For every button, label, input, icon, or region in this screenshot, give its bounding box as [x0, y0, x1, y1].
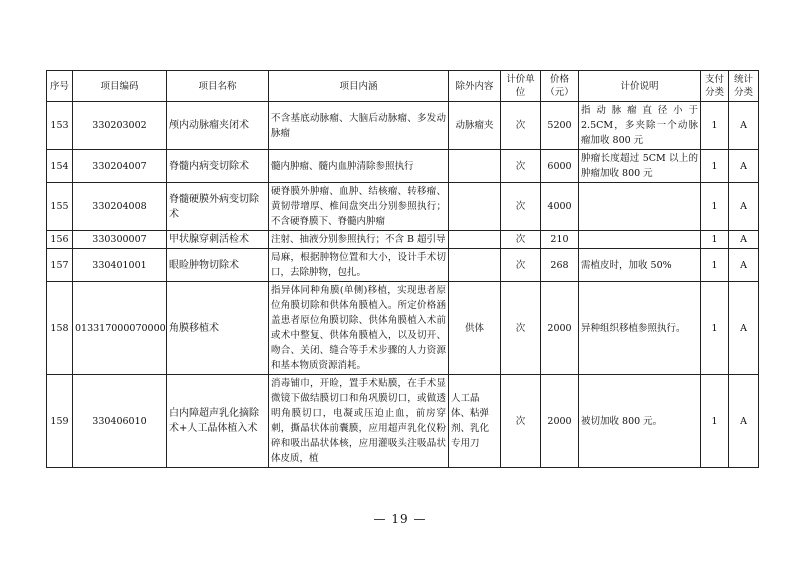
row-name: 眼睑肿物切除术 [167, 249, 269, 282]
row-pay-class: 1 [701, 150, 729, 183]
row-pay-class: 1 [701, 183, 729, 231]
row-seq: 155 [47, 183, 73, 231]
row-unit: 次 [501, 282, 541, 375]
table-row [47, 183, 759, 231]
row-pay-class: 1 [701, 282, 729, 375]
header-excluded: 除外内容 [449, 71, 501, 102]
row-seq: 154 [47, 150, 73, 183]
row-excluded: 供体 [449, 282, 501, 375]
row-stat-class: A [729, 282, 759, 375]
row-pay-class: 1 [701, 249, 729, 282]
row-name: 甲状腺穿刺活检术 [167, 231, 269, 249]
row-price: 4000 [541, 183, 579, 231]
row-stat-class: A [729, 231, 759, 249]
row-stat-class: A [729, 183, 759, 231]
table-row [47, 282, 759, 375]
row-name: 颅内动脉瘤夹闭术 [167, 102, 269, 150]
header-seq: 序号 [47, 71, 73, 102]
header-note: 计价说明 [579, 71, 701, 102]
row-seq: 157 [47, 249, 73, 282]
row-name: 脊髓内病变切除术 [167, 150, 269, 183]
row-price: 210 [541, 231, 579, 249]
row-unit: 次 [501, 102, 541, 150]
row-pay-class: 1 [701, 231, 729, 249]
row-excluded [449, 150, 501, 183]
table-header-row [47, 71, 759, 102]
row-content: 硬脊膜外肿瘤、血肿、结核瘤、转移瘤、黄韧带增厚、椎间盘突出分别参照执行；不含硬脊膜下、脊髓内肿瘤 [269, 183, 449, 231]
header-pay-class: 支付分类 [701, 71, 729, 102]
row-price: 268 [541, 249, 579, 282]
row-excluded [449, 231, 501, 249]
row-unit: 次 [501, 183, 541, 231]
row-stat-class: A [729, 249, 759, 282]
row-unit: 次 [501, 231, 541, 249]
row-content: 注射、抽液分别参照执行；不含 B 超引导 [269, 231, 449, 249]
table-row [47, 150, 759, 183]
row-seq: 159 [47, 375, 73, 468]
row-stat-class: A [729, 150, 759, 183]
row-content: 指异体同种角膜(单侧)移植，实现患者原位角膜切除和供体角膜植入。所定价格涵盖患者原位角膜切除、供体角膜植入术前或术中整复、供体角膜植入，以及切开、吻合、关闭、缝合等手术步骤的人力资源和基本物质资源消耗。 [269, 282, 449, 375]
header-content: 项目内涵 [269, 71, 449, 102]
row-code: 330203002 [73, 102, 167, 150]
row-note [579, 231, 701, 249]
row-price: 2000 [541, 375, 579, 468]
row-pay-class: 1 [701, 102, 729, 150]
fee-schedule-table [46, 70, 759, 468]
header-name: 项目名称 [167, 71, 269, 102]
row-code: 330204007 [73, 150, 167, 183]
row-excluded: 人工晶体、粘弹剂、乳化专用刀 [449, 375, 501, 468]
row-code: 330406010 [73, 375, 167, 468]
row-code: 330401001 [73, 249, 167, 282]
row-unit: 次 [501, 375, 541, 468]
row-excluded [449, 183, 501, 231]
row-price: 2000 [541, 282, 579, 375]
row-content: 消毒铺巾，开睑，置手术贴膜，在手术显微镜下做结膜切口和角巩膜切口，或做透明角膜切口，电凝或压迫止血，前房穿刺，撕晶状体前囊膜，应用超声乳化仪粉碎和吸出晶状体核，应用灌吸头注吸晶状体皮质，植 [269, 375, 449, 468]
row-code: 330300007 [73, 231, 167, 249]
header-code: 项目编码 [73, 71, 167, 102]
table-row [47, 102, 759, 150]
row-note: 指动脉瘤直径小于2.5CM，多夹除一个动脉瘤加收 800 元 [579, 102, 701, 150]
row-stat-class: A [729, 375, 759, 468]
row-name: 角膜移植术 [167, 282, 269, 375]
row-note: 异种组织移植参照执行。 [579, 282, 701, 375]
header-price: 价格（元） [541, 71, 579, 102]
row-excluded [449, 249, 501, 282]
row-seq: 156 [47, 231, 73, 249]
header-unit: 计价单位 [501, 71, 541, 102]
row-note: 被切加收 800 元。 [579, 375, 701, 468]
row-pay-class: 1 [701, 375, 729, 468]
row-seq: 158 [47, 282, 73, 375]
row-content: 不含基底动脉瘤、大脑后动脉瘤、多发动脉瘤 [269, 102, 449, 150]
row-seq: 153 [47, 102, 73, 150]
row-note: 肿瘤长度超过 5CM 以上的肿瘤加收 800 元 [579, 150, 701, 183]
row-price: 6000 [541, 150, 579, 183]
row-content: 髓内肿瘤、髓内血肿清除参照执行 [269, 150, 449, 183]
row-note [579, 183, 701, 231]
table-row [47, 375, 759, 468]
table-row [47, 231, 759, 249]
row-excluded: 动脉瘤夹 [449, 102, 501, 150]
row-unit: 次 [501, 249, 541, 282]
table-row [47, 249, 759, 282]
page-number: — 19 — [373, 512, 427, 526]
header-stat-class: 统计分类 [729, 71, 759, 102]
row-content: 局麻，根据肿物位置和大小，设计手术切口，去除肿物，包扎。 [269, 249, 449, 282]
row-unit: 次 [501, 150, 541, 183]
row-name: 脊髓硬膜外病变切除术 [167, 183, 269, 231]
row-code: 013317000070000 [73, 282, 167, 375]
row-code: 330204008 [73, 183, 167, 231]
row-stat-class: A [729, 102, 759, 150]
row-price: 5200 [541, 102, 579, 150]
row-name: 白内障超声乳化摘除术+人工晶体植入术 [167, 375, 269, 468]
row-note: 需植皮时，加收 50% [579, 249, 701, 282]
